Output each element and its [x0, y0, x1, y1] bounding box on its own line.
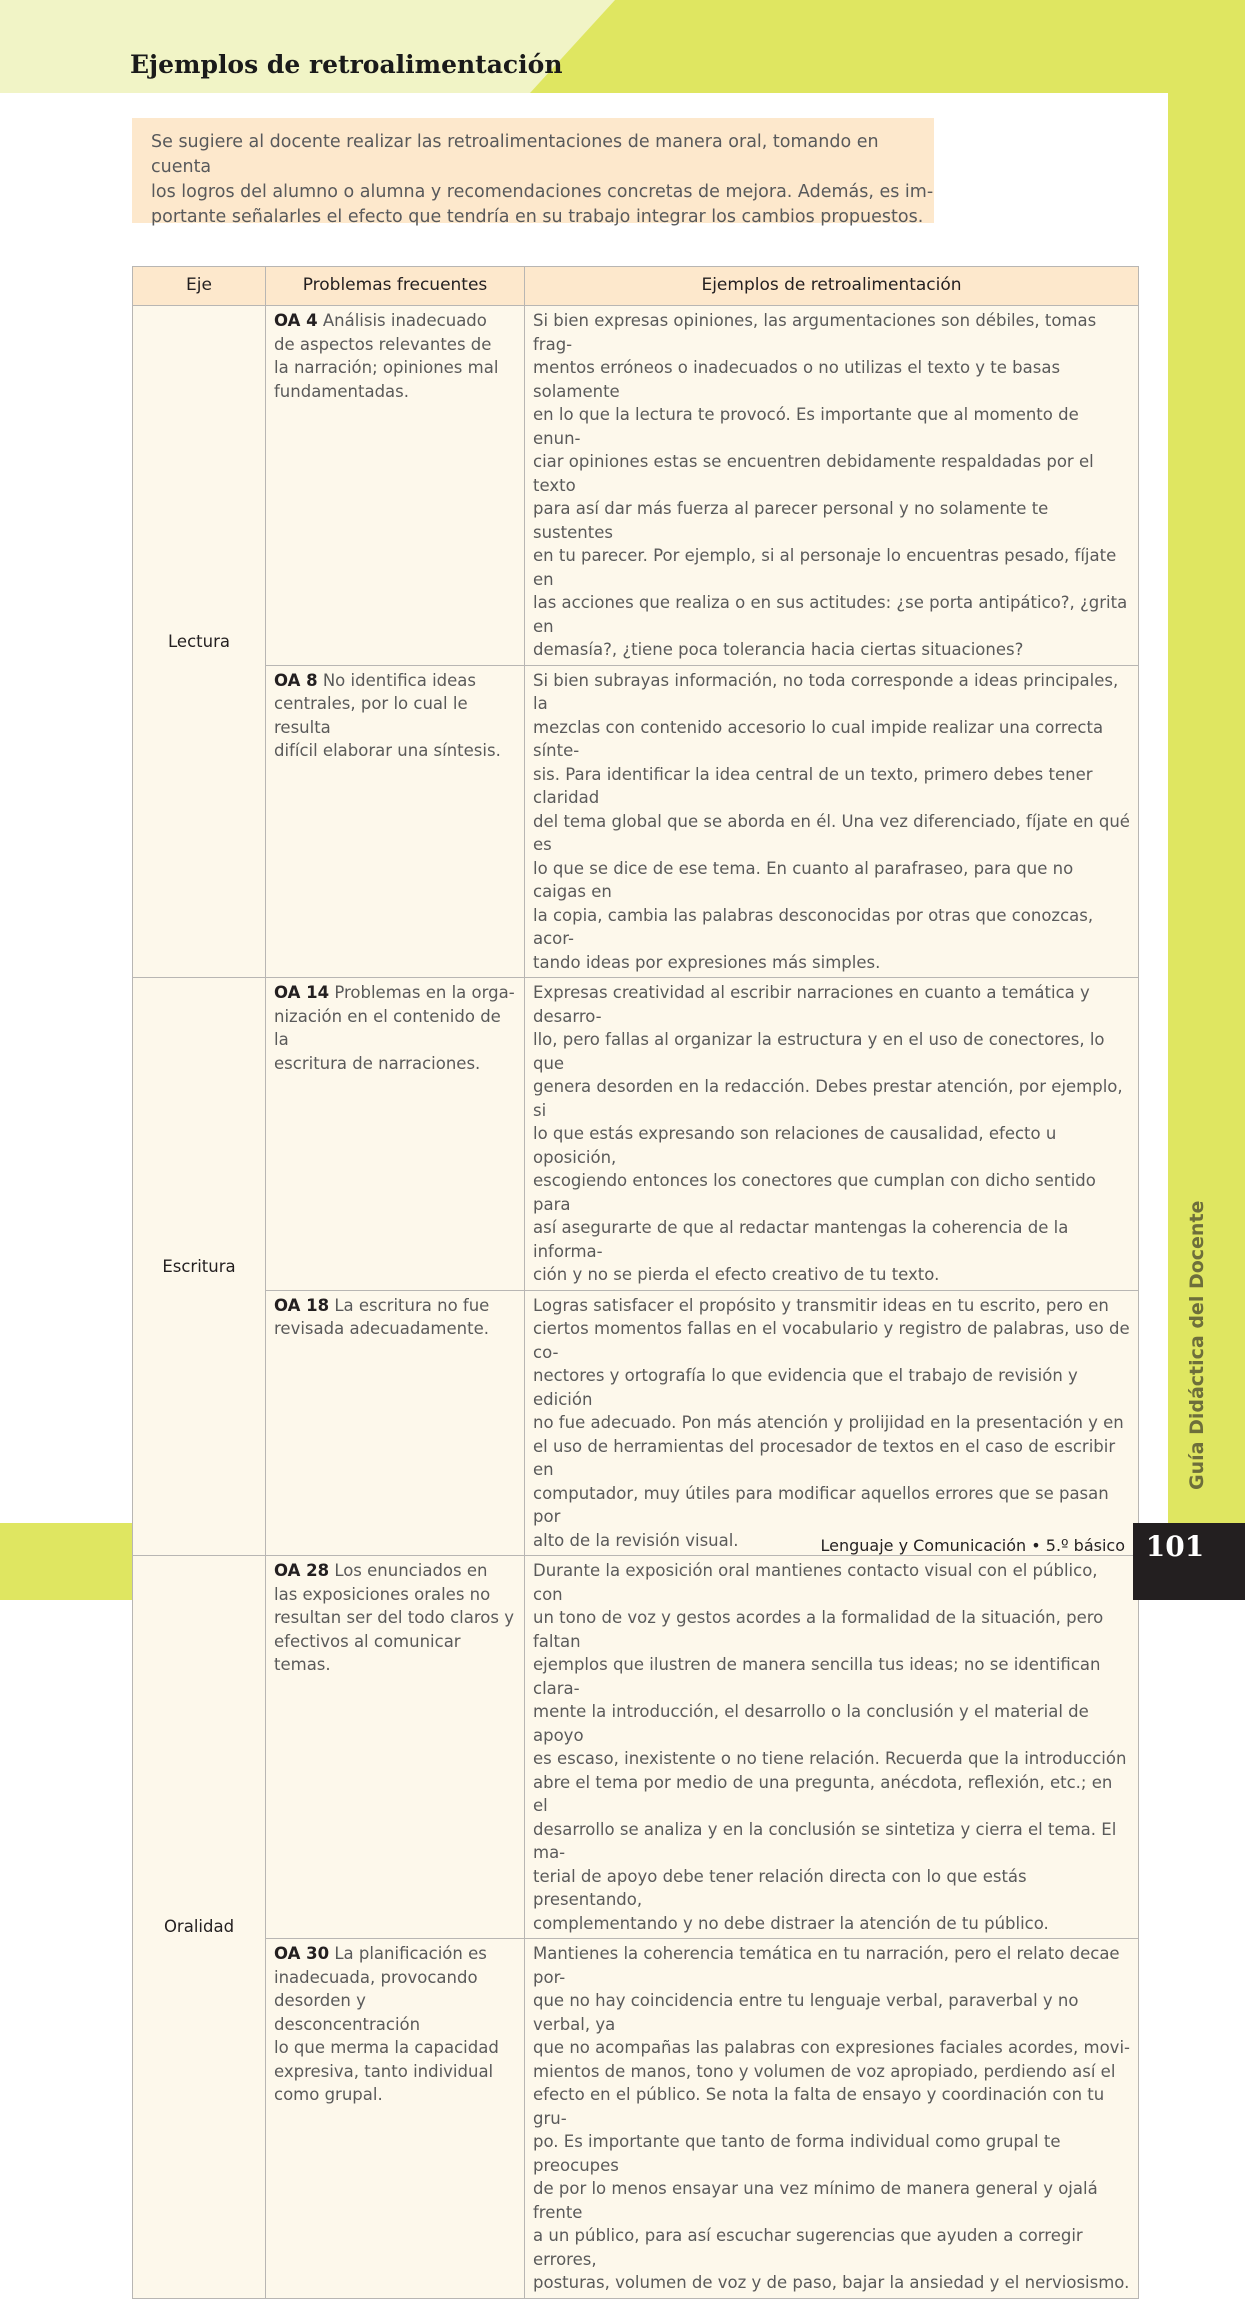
table-row — [133, 978, 1139, 1291]
example-line: lo que se dice de ese tema. En cuanto al parafraseo, para que no caigas en — [533, 858, 1074, 901]
oa-code: OA 18 — [274, 1295, 330, 1315]
example-line: que no hay coincidencia entre tu lenguaje verbal, paraverbal y no verbal, ya — [533, 1991, 1079, 2034]
oa-code: OA 4 — [274, 311, 318, 330]
example-line: en lo que la lectura te provocó. Es importante que al momento de enun- — [533, 405, 1079, 448]
footer-subject: Lenguaje y Comunicación • 5.º básico — [820, 1536, 1125, 1555]
example-line: un tono de voz y gestos acordes a la formalidad de la situación, pero faltan — [533, 1608, 1104, 1651]
problem-line: centrales, por lo cual le resulta — [274, 694, 468, 737]
example-line: Logras satisfacer el propósito y transmitir ideas en tu escrito, pero en — [533, 1295, 1109, 1315]
example-line: de por lo menos ensayar una vez mínimo de manera general y ojalá frente — [533, 2179, 1098, 2222]
example-line: para así dar más fuerza al parecer personal y no solamente te sustentes — [533, 499, 1049, 542]
problem-line: escritura de narraciones. — [274, 1053, 481, 1073]
problem-line: No identifica ideas — [322, 670, 476, 690]
example-line: llo, pero fallas al organizar la estructura y en el uso de conectores, lo que — [533, 1030, 1105, 1073]
problem-cell — [266, 306, 525, 666]
example-line: mentos erróneos o inadecuados o no utilizas el texto y te basas solamente — [533, 358, 1061, 401]
problem-line: La planificación es — [334, 1944, 487, 1963]
problem-line: las exposiciones orales no — [274, 1584, 491, 1604]
table-row — [133, 665, 1139, 978]
problem-line: expresiva, tanto individual — [274, 2061, 494, 2081]
example-line: tando ideas por expresiones más simples. — [533, 952, 881, 972]
problem-cell — [266, 665, 525, 978]
example-line: mientos de manos, tono y volumen de voz apropiado, perdiendo así el — [533, 2061, 1116, 2081]
example-cell — [525, 1939, 1139, 2299]
example-line: ción y no se pierda el efecto creativo de tu texto. — [533, 1265, 940, 1284]
problem-line: difícil elaborar una síntesis. — [274, 741, 501, 760]
intro-line: los logros del alumno o alumna y recomendaciones concretas de mejora. Además, es im- — [151, 182, 934, 202]
example-line: a un público, para así escuchar sugerencias que ayuden a corregir errores, — [533, 2226, 1083, 2269]
column-header-problems: Problemas frecuentes — [266, 267, 525, 306]
axis-cell-lectura: Lectura — [133, 306, 266, 978]
problem-cell — [266, 1939, 525, 2299]
example-line: computador, muy útiles para modificar aquellos errores que se pasan por — [533, 1483, 1109, 1526]
problem-line: Análisis inadecuado — [322, 311, 487, 330]
problem-line: como grupal. — [274, 2085, 383, 2104]
example-line: terial de apoyo debe tener relación directa con lo que estás presentando, — [533, 1866, 1027, 1909]
example-line: alto de la revisión visual. — [533, 1530, 739, 1550]
example-line: demasía?, ¿tiene poca tolerancia hacia ciertas situaciones? — [533, 640, 1024, 659]
example-line: escogiendo entonces los conectores que cumplan con dicho sentido para — [533, 1171, 1096, 1214]
top-band-accent — [530, 0, 1168, 93]
problem-line: de aspectos relevantes de — [274, 334, 492, 354]
example-line: desarrollo se analiza y en la conclusión se sintetiza y cierra el tema. El ma- — [533, 1819, 1117, 1862]
example-cell — [525, 1290, 1139, 1556]
table-row — [133, 306, 1139, 666]
example-line: es escaso, inexistente o no tiene relación. Recuerda que la introducción — [533, 1749, 1127, 1768]
column-header-examples: Ejemplos de retroalimentación — [525, 267, 1139, 306]
example-line: nectores y ortografía lo que evidencia que el trabajo de revisión y edición — [533, 1366, 1078, 1409]
example-cell — [525, 306, 1139, 666]
page-number: 101 — [1145, 1530, 1205, 1563]
example-line: Si bien subrayas información, no toda corresponde a ideas principales, la — [533, 670, 1119, 713]
column-header-eje: Eje — [133, 267, 266, 306]
example-line: ciertos momentos fallas en el vocabulario y registro de palabras, uso de co- — [533, 1319, 1130, 1362]
feedback-table — [132, 266, 1139, 2299]
problem-cell — [266, 978, 525, 1291]
intro-line: portante señalarles el efecto que tendría en su trabajo integrar los cambios propuestos. — [151, 207, 924, 227]
example-line: sis. Para identificar la idea central de un texto, primero debes tener claridad — [533, 764, 1093, 807]
oa-code: OA 28 — [274, 1561, 330, 1580]
example-line: abre el tema por medio de una pregunta, anécdota, reflexión, etc.; en el — [533, 1772, 1113, 1815]
example-line: posturas, volumen de voz y de paso, bajar la ansiedad y el nerviosismo. — [533, 2273, 1130, 2292]
oa-code: OA 8 — [274, 670, 318, 690]
example-line: que no acompañas las palabras con expresiones faciales acordes, movi- — [533, 2038, 1130, 2057]
example-line: genera desorden en la redacción. Debes prestar atención, por ejemplo, si — [533, 1077, 1123, 1120]
example-line: la copia, cambia las palabras desconocidas por otras que conozcas, acor- — [533, 905, 1094, 948]
oa-code: OA 14 — [274, 983, 330, 1002]
problem-line: desorden y desconcentración — [274, 1991, 421, 2034]
example-line: ciar opiniones estas se encuentren debidamente respaldadas por el texto — [533, 452, 1094, 495]
example-line: Durante la exposición oral mantienes contacto visual con el público, con — [533, 1561, 1098, 1604]
example-line: el uso de herramientas del procesador de textos en el caso de escribir en — [533, 1436, 1116, 1479]
problem-line: La escritura no fue — [334, 1295, 490, 1315]
axis-cell-oralidad: Oralidad — [133, 1556, 266, 2299]
problem-line: resultan ser del todo claros y — [274, 1608, 514, 1627]
example-line: Expresas creatividad al escribir narraciones en cuanto a temática y desarro- — [533, 983, 1090, 1026]
problem-cell — [266, 1556, 525, 1939]
example-cell — [525, 665, 1139, 978]
problem-line: revisada adecuadamente. — [274, 1319, 489, 1338]
table-row — [133, 1939, 1139, 2299]
example-line: Mantienes la coherencia temática en tu narración, pero el relato decae por- — [533, 1944, 1120, 1987]
problem-line: Problemas en la orga- — [334, 983, 515, 1002]
table-header-row — [133, 267, 1139, 306]
example-line: mente la introducción, el desarrollo o la conclusión y el material de apoyo — [533, 1702, 1089, 1745]
problem-line: la narración; opiniones mal — [274, 358, 499, 377]
oa-code: OA 30 — [274, 1944, 330, 1963]
example-line: mezclas con contenido accesorio lo cual impide realizar una correcta sínte- — [533, 717, 1104, 760]
example-line: ejemplos que ilustren de manera sencilla tus ideas; no se identifican clara- — [533, 1655, 1101, 1698]
example-line: en tu parecer. Por ejemplo, si al personaje lo encuentras pesado, fíjate en — [533, 546, 1117, 589]
axis-cell-escritura: Escritura — [133, 978, 266, 1556]
example-line: Si bien expresas opiniones, las argumentaciones son débiles, tomas frag- — [533, 311, 1097, 354]
table-row — [133, 1290, 1139, 1556]
example-line: no fue adecuado. Pon más atención y prolijidad en la presentación y en — [533, 1413, 1124, 1432]
problem-line: inadecuada, provocando — [274, 1967, 478, 1987]
example-line: del tema global que se aborda en él. Una vez diferenciado, fíjate en qué es — [533, 811, 1130, 854]
problem-line: nización en el contenido de la — [274, 1006, 501, 1049]
example-line: las acciones que realiza o en sus actitudes: ¿se porta antipático?, ¿grita en — [533, 593, 1128, 636]
problem-line: fundamentadas. — [274, 381, 409, 401]
example-line: lo que estás expresando son relaciones de causalidad, efecto u oposición, — [533, 1124, 1057, 1167]
example-line: po. Es importante que tanto de forma individual como grupal te preocupes — [533, 2132, 1061, 2175]
problem-cell — [266, 1290, 525, 1556]
example-line: efecto en el público. Se nota la falta de ensayo y coordinación con tu gru- — [533, 2085, 1105, 2128]
guide-side-label: Guía Didáctica del Docente — [1186, 1200, 1208, 1490]
problem-line: efectivos al comunicar temas. — [274, 1631, 461, 1674]
example-line: así asegurarte de que al redactar mantengas la coherencia de la informa- — [533, 1218, 1069, 1261]
problem-line: lo que merma la capacidad — [274, 2038, 499, 2057]
intro-note — [132, 118, 934, 227]
example-cell — [525, 978, 1139, 1291]
example-line: complementando y no debe distraer la atención de tu público. — [533, 1913, 1049, 1933]
table-row — [133, 1556, 1139, 1939]
intro-line: Se sugiere al docente realizar las retroalimentaciones de manera oral, tomando en cuenta — [151, 132, 879, 177]
example-cell — [525, 1556, 1139, 1939]
problem-line: Los enunciados en — [334, 1561, 488, 1580]
page-title: Ejemplos de retroalimentación — [130, 50, 563, 79]
